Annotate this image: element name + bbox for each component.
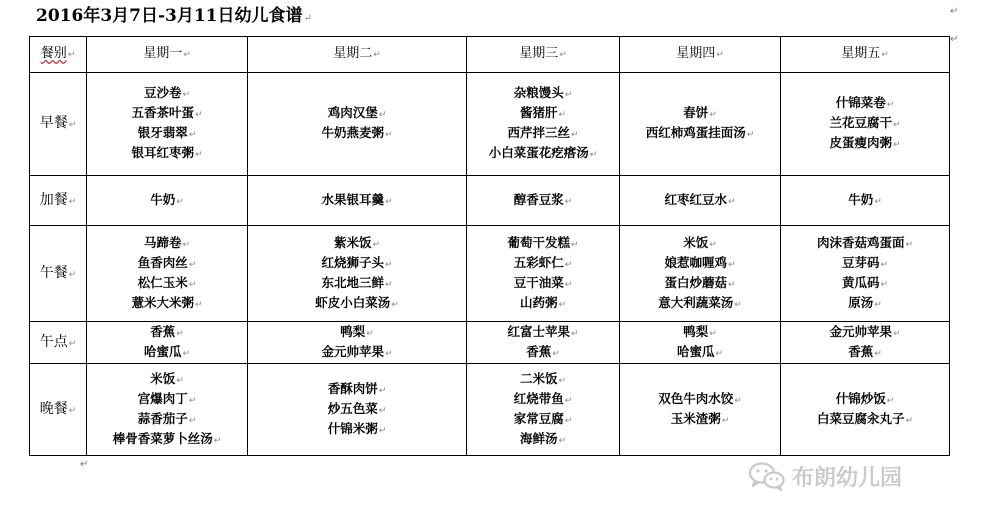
menu-cell-snack-thu — [620, 176, 781, 226]
title-text: 2016年3月7日-3月11日幼儿食谱 — [36, 6, 303, 26]
menu-cell-breakfast-tue — [248, 73, 467, 176]
menu-cell-afternoon-snack-fri — [781, 322, 950, 364]
wechat-icon — [748, 461, 786, 491]
dish-item: 五香茶叶蛋↵ — [131, 105, 203, 120]
dish-item: 金元帅苹果↵ — [829, 323, 901, 339]
paragraph-mark: ↵ — [303, 13, 312, 24]
meal-label-lunch: 午餐↵ — [30, 226, 87, 322]
dish-item: 意大利蔬菜汤↵ — [658, 294, 742, 310]
dish-item: 牛奶↵ — [150, 191, 184, 207]
menu-cell-breakfast-fri — [781, 73, 950, 176]
dish-item: 醇香豆浆↵ — [513, 191, 573, 207]
dish-item: 春饼↵ — [683, 105, 717, 120]
menu-cell-breakfast-wed — [467, 73, 620, 176]
dish-item: 香蕉↵ — [526, 343, 560, 359]
dish-item: 米饭↵ — [683, 234, 717, 250]
dish-item: 香蕉↵ — [150, 323, 184, 339]
table-corner-mark-top: ↵ — [950, 6, 959, 17]
menu-cell-dinner-tue — [248, 364, 467, 456]
dish-item: 红烧带鱼↵ — [513, 390, 573, 406]
menu-cell-snack-tue — [248, 176, 467, 226]
dish-item: 牛奶燕麦粥↵ — [321, 125, 393, 140]
dish-item: 家常豆腐↵ — [513, 410, 573, 426]
menu-table — [29, 36, 950, 456]
dish-item: 豆干油菜↵ — [513, 274, 573, 290]
dish-item: 五彩虾仁↵ — [513, 254, 573, 270]
menu-cell-dinner-mon — [87, 364, 248, 456]
dish-item: 香蕉↵ — [848, 343, 882, 359]
meal-label-afternoon-snack: 午点↵ — [30, 322, 87, 364]
dish-item: 杂粮馒头↵ — [513, 85, 573, 100]
day-header-tue: 星期二↵ — [248, 37, 467, 73]
dish-item: 哈蜜瓜↵ — [143, 343, 191, 359]
table-row — [30, 322, 950, 364]
dish-item: 鸭梨↵ — [340, 323, 374, 339]
menu-cell-lunch-mon — [87, 226, 248, 322]
dish-item: 葡萄干发糕↵ — [507, 234, 579, 250]
day-header-mon: 星期一↵ — [87, 37, 248, 73]
menu-cell-dinner-fri — [781, 364, 950, 456]
table-row — [30, 176, 950, 226]
dish-item: 薏米大米粥↵ — [131, 294, 203, 310]
dish-item: 鱼香肉丝↵ — [137, 254, 197, 270]
dish-item: 红枣红豆水↵ — [664, 191, 736, 207]
dish-item: 马蹄卷↵ — [143, 234, 191, 250]
dish-item: 哈蜜瓜↵ — [676, 343, 724, 359]
dish-item: 炒五色菜↵ — [327, 400, 387, 416]
dish-item: 红烧狮子头↵ — [321, 254, 393, 270]
meal-label-snack: 加餐↵ — [30, 176, 87, 226]
watermark-text: 布朗幼儿园 — [792, 465, 903, 491]
dish-item: 棒骨香菜萝卜丝汤↵ — [112, 430, 222, 446]
dish-item: 银牙翡翠↵ — [137, 125, 197, 140]
day-header-fri: 星期五↵ — [781, 37, 950, 73]
dish-item: 兰花豆腐干↵ — [829, 115, 901, 130]
dish-item: 豆沙卷↵ — [143, 85, 191, 100]
dish-item: 山药粥↵ — [519, 294, 567, 310]
dish-item: 黄瓜码↵ — [841, 274, 889, 290]
dish-item: 酱猪肝↵ — [519, 105, 567, 120]
dish-item: 什锦米粥↵ — [327, 420, 387, 436]
menu-cell-dinner-thu — [620, 364, 781, 456]
dish-item: 肉沫香菇鸡蛋面↵ — [816, 234, 914, 250]
menu-cell-snack-wed — [467, 176, 620, 226]
dish-item: 原汤↵ — [848, 294, 882, 310]
dish-item: 皮蛋瘦肉粥↵ — [829, 135, 901, 150]
dish-item: 鸡肉汉堡↵ — [327, 105, 387, 120]
menu-cell-lunch-fri — [781, 226, 950, 322]
row-end-mark: ↵ — [950, 34, 959, 45]
dish-item: 小白菜蛋花疙瘩汤↵ — [488, 145, 598, 160]
table-row — [30, 226, 950, 322]
dish-item: 二米饭↵ — [519, 370, 567, 386]
dish-item: 牛奶↵ — [848, 191, 882, 207]
menu-cell-lunch-tue — [248, 226, 467, 322]
table-row — [30, 364, 950, 456]
dish-item: 什锦菜卷↵ — [835, 95, 895, 110]
dish-item: 虾皮小白菜汤↵ — [315, 294, 399, 310]
dish-item: 双色牛肉水饺↵ — [658, 390, 742, 406]
dish-item: 西红柿鸡蛋挂面汤↵ — [645, 125, 755, 140]
dish-item: 鸭梨↵ — [683, 323, 717, 339]
header-row — [30, 37, 950, 73]
menu-cell-lunch-thu — [620, 226, 781, 322]
watermark — [748, 458, 902, 494]
dish-item: 金元帅苹果↵ — [321, 343, 393, 359]
dish-item: 宫爆肉丁↵ — [137, 390, 197, 406]
meal-type-header: 餐别↵ — [30, 37, 87, 73]
dish-item: 玉米渣粥↵ — [670, 410, 730, 426]
day-header-wed: 星期三↵ — [467, 37, 620, 73]
dish-item: 白菜豆腐汆丸子↵ — [816, 410, 914, 426]
menu-cell-snack-mon — [87, 176, 248, 226]
day-header-thu: 星期四↵ — [620, 37, 781, 73]
meal-label-breakfast: 早餐↵ — [30, 73, 87, 176]
dish-item: 蛋白炒蘑菇↵ — [664, 274, 736, 290]
page-title — [36, 2, 312, 30]
dish-item: 什锦炒饭↵ — [835, 390, 895, 406]
menu-cell-lunch-wed — [467, 226, 620, 322]
footer-paragraph-mark: ↵ — [80, 459, 89, 470]
dish-item: 东北地三鲜↵ — [321, 274, 393, 290]
menu-cell-breakfast-thu — [620, 73, 781, 176]
menu-cell-afternoon-snack-wed — [467, 322, 620, 364]
menu-cell-breakfast-mon — [87, 73, 248, 176]
dish-item: 海鲜汤↵ — [519, 430, 567, 446]
dish-item: 米饭↵ — [150, 370, 184, 386]
menu-cell-snack-fri — [781, 176, 950, 226]
dish-item: 香酥肉饼↵ — [327, 380, 387, 396]
table-row — [30, 73, 950, 176]
menu-cell-afternoon-snack-mon — [87, 322, 248, 364]
dish-item: 水果银耳羹↵ — [321, 191, 393, 207]
dish-item: 豆芽码↵ — [841, 254, 889, 270]
dish-item: 娘惹咖喱鸡↵ — [664, 254, 736, 270]
dish-item: 红富士苹果↵ — [507, 323, 579, 339]
dish-item: 银耳红枣粥↵ — [131, 145, 203, 160]
dish-item: 蒜香茄子↵ — [137, 410, 197, 426]
menu-cell-afternoon-snack-tue — [248, 322, 467, 364]
menu-cell-afternoon-snack-thu — [620, 322, 781, 364]
dish-item: 西芹拌三丝↵ — [507, 125, 579, 140]
dish-item: 紫米饭↵ — [333, 234, 381, 250]
dish-item: 松仁玉米↵ — [137, 274, 197, 290]
meal-label-dinner: 晚餐↵ — [30, 364, 87, 456]
menu-cell-dinner-wed — [467, 364, 620, 456]
